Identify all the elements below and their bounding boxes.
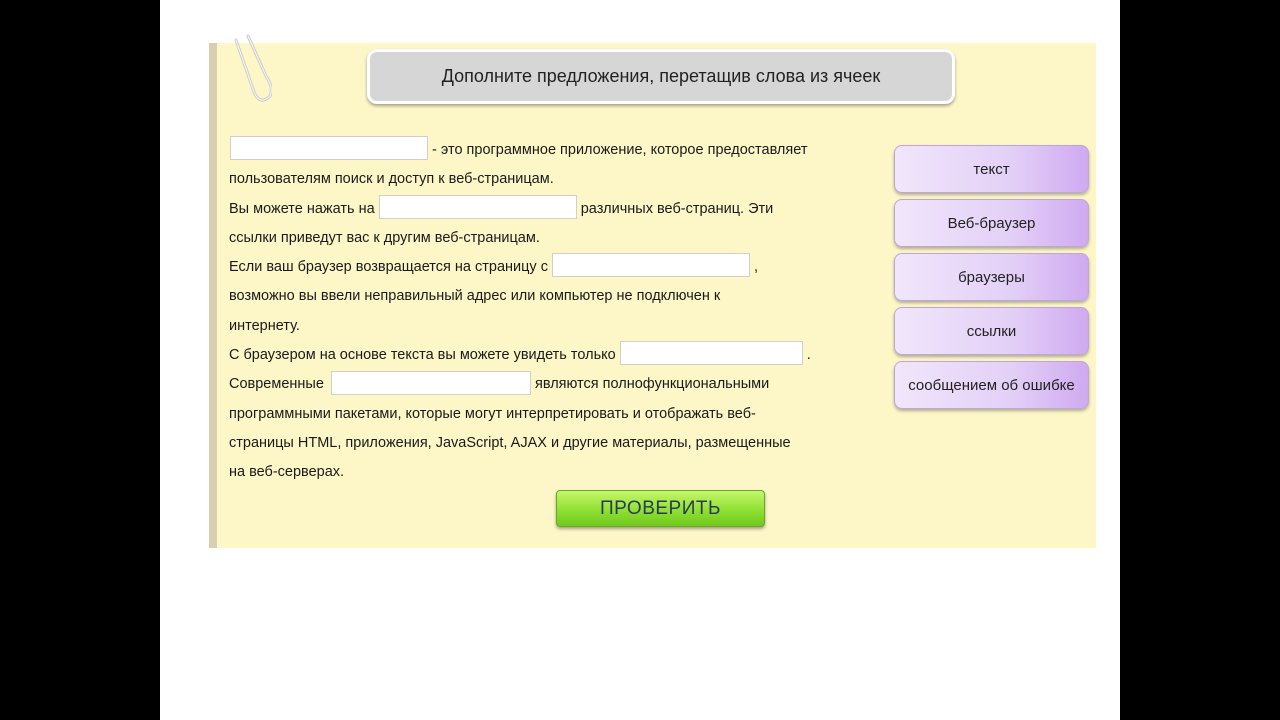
drop-slot-5[interactable]: [331, 371, 531, 395]
instruction-title: Дополните предложения, перетащив слова из ячеек: [367, 49, 955, 104]
sentence-5-text-end: на веб-серверах.: [229, 464, 345, 481]
word-tile-text[interactable]: текст: [894, 145, 1089, 193]
text-line: [229, 458, 889, 487]
sentence-5-text-cont2: страницы HTML, приложения, JavaScript, AJAX и другие материалы, размещенные: [229, 434, 791, 451]
sentence-1-text: - это программное приложение, которое предоставляет: [432, 142, 808, 158]
drop-slot-1[interactable]: [230, 136, 428, 160]
sentence-4-text-after: .: [806, 347, 811, 364]
sentence-2-text-after: различных веб-страниц. Эти: [580, 200, 774, 217]
word-tile-browsers[interactable]: браузеры: [894, 253, 1089, 301]
sentence-5-text: Современные: [229, 376, 324, 393]
drop-slot-4[interactable]: [620, 341, 803, 365]
drop-slot-3[interactable]: [552, 253, 750, 277]
word-tile-links[interactable]: ссылки: [894, 307, 1089, 355]
check-button[interactable]: ПРОВЕРИТЬ: [556, 490, 765, 527]
text-line: [229, 136, 889, 165]
sentence-3-text: Если ваш браузер возвращается на страницу с: [229, 259, 548, 276]
sentence-3-text-end: интернету.: [229, 317, 300, 334]
word-tile-error-message[interactable]: сообщением об ошибке: [894, 361, 1089, 409]
word-bank: [894, 145, 1089, 415]
word-tile-web-browser[interactable]: Веб-браузер: [894, 199, 1089, 247]
drop-slot-2[interactable]: [379, 195, 577, 219]
text-line: [229, 195, 889, 224]
sentence-4-text: С браузером на основе текста вы можете увидеть только: [229, 347, 616, 364]
text-line: [229, 165, 889, 194]
text-line: [229, 224, 889, 253]
text-line: [229, 341, 889, 370]
paperclip-icon: [232, 30, 272, 110]
sentence-5-text-cont: программными пакетами, которые могут интерпретировать и отображать веб-: [229, 405, 756, 422]
text-line: [229, 370, 889, 399]
sentence-3-text-cont: возможно вы ввели неправильный адрес или компьютер не подключен к: [229, 288, 721, 305]
text-line: [229, 312, 889, 341]
text-line: [229, 429, 889, 458]
sentence-2-text: Вы можете нажать на: [229, 200, 375, 217]
sentence-1-text-cont: пользователям поиск и доступ к веб-страницам.: [229, 171, 554, 188]
sentence-5-text-after: являются полнофункциональными: [534, 376, 770, 393]
sentence-2-text-cont: ссылки приведут вас к другим веб-страницам.: [229, 229, 540, 246]
text-line: [229, 400, 889, 429]
sentence-3-text-after: ,: [754, 259, 759, 276]
text-line: [229, 253, 889, 282]
fill-in-text: [229, 136, 889, 488]
text-line: [229, 282, 889, 311]
